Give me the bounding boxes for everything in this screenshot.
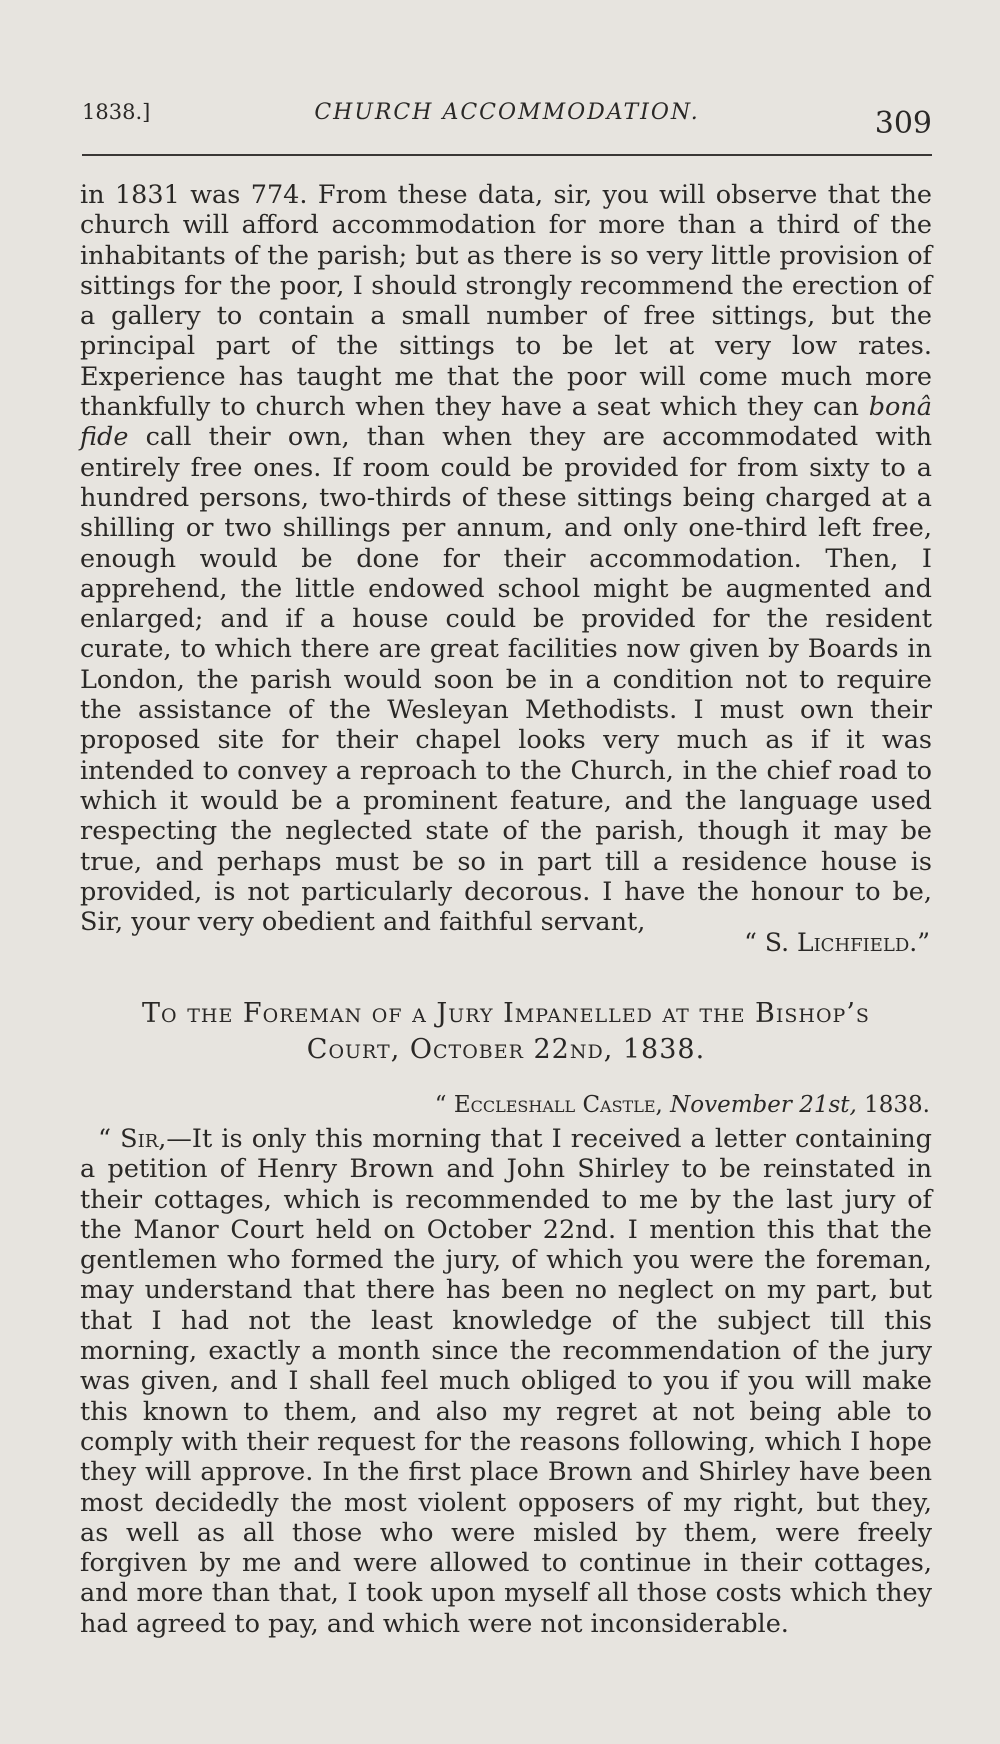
- letter-paragraph-1: [80, 180, 932, 937]
- running-header: [82, 98, 932, 142]
- dateline-date: November 21st,: [670, 1092, 857, 1118]
- dateline-year: 1838.: [864, 1092, 930, 1118]
- header-title: CHURCH ACCOMMODATION.: [314, 100, 700, 125]
- signature: “ S. Lichfield.”: [744, 928, 930, 957]
- salutation: “ Sir,: [98, 1124, 167, 1154]
- letter-dateline: [435, 1092, 930, 1118]
- header-rule: [82, 154, 932, 156]
- dateline-place: “ Eccleshall Castle,: [434, 1092, 663, 1118]
- section-heading-line-2: Court, October 22nd, 1838.: [306, 1034, 706, 1065]
- section-heading: [80, 996, 932, 1068]
- paragraph-text: —It is only this morning that I received a letter containing a petition of Henry Brown and John Shirley to be reinstated in their cottages, which is recommended to me by the last jury of the Manor Court held on October 22nd. I mention this that the gentlemen who formed the jury, of which you were the foreman, may understand that there has been no neglect on my part, but that I had not the least knowledge of the subject till this morning, exactly a month since the recommendation of the jury was given, and I shall feel much obliged to you if you will make this known to them, and also my regret at not being able to comply with their request for the reasons following, which I hope they will approve. In the first place Brown and Shirley have been most decidedly the most violent opposers of my right, but they, as well as all those who were misled by them, were freely forgiven by me and were allowed to continue in their cottages, and more than that, I took upon myself all those costs which they had agreed to pay, and which were not inconsiderable.: [80, 1124, 932, 1639]
- paragraph-text: in 1831 was 774. From these data, sir, you will observe that the church will afford accommodation for more than a third of the inhabitants of the parish; but as there is so very little provision of sittings for the poor, I should strongly recommend the erection of a gallery to contain a small number of free sittings, but the principal part of the sittings to be let at very low rates. Experience has taught me that the poor will come much more thankfully to church when they have a seat which they can: [80, 180, 932, 423]
- section-heading-line-1: To the Foreman of a Jury Impanelled at the Bishop’s: [142, 998, 870, 1029]
- paragraph-text-continued: call their own, than when they are accommodated with entirely free ones. If room could be provided for from sixty to a hundred persons, two-thirds of these sittings being charged at a shilling or two shillings per annum, and only one-third left free, enough would be done for their accommodation. Then, I apprehend, the little endowed school might be augmented and enlarged; and if a house could be provided for the resident curate, to which there are great facilities now given by Boards in London, the parish would soon be in a condition not to require the assistance of the Wesleyan Methodists. I must own their proposed site for their chapel looks very much as if it was intended to convey a reproach to the Church, in the chief road to which it would be a prominent feature, and the language used respecting the neglected state of the parish, though it may be true, and perhaps must be so in part till a residence house is provided, is not particularly decorous. I have the honour to be, Sir, your very obedient and faithful servant,: [80, 422, 933, 938]
- letter-paragraph-2: [80, 1124, 932, 1639]
- italic-phrase: bonâ fide: [80, 392, 933, 453]
- page-number: 309: [874, 106, 932, 141]
- header-year: 1838.]: [82, 100, 151, 124]
